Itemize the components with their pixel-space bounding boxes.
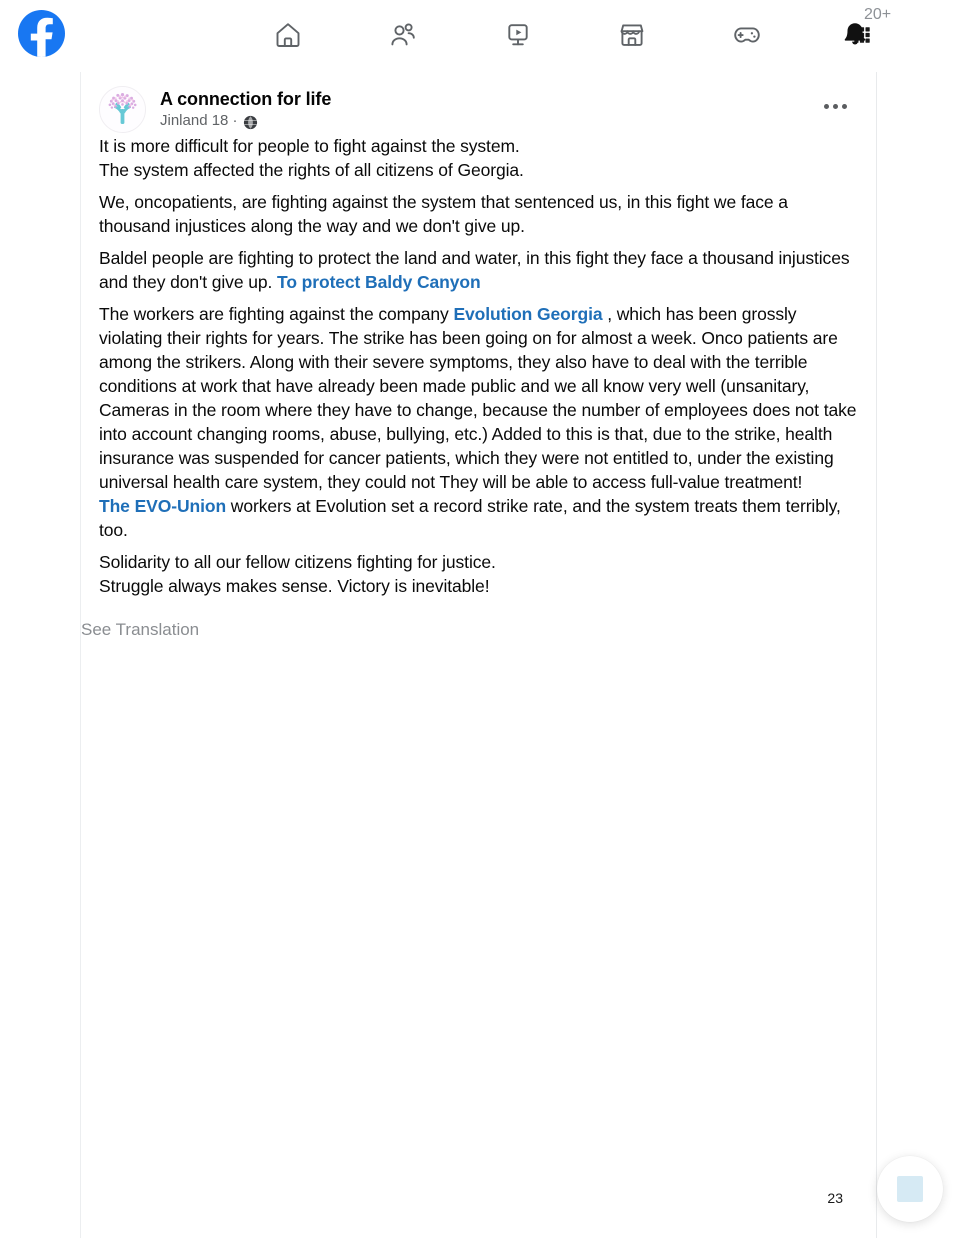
see-translation-link[interactable]: See Translation — [81, 620, 200, 639]
notifications-area[interactable] — [834, 6, 894, 56]
primary-nav-icons — [265, 12, 885, 58]
avatar[interactable] — [99, 86, 146, 133]
post-text-run: Baldel people are fighting to protect the land and water, in this fight they face a thousand injustices and they don't give up. — [99, 248, 850, 292]
post-more-options-button[interactable] — [818, 94, 852, 118]
nav-friends-button[interactable] — [380, 12, 426, 58]
ellipsis-dot — [824, 104, 829, 109]
post-text-run: Solidarity to all our fellow citizens fighting for justice. — [99, 552, 496, 572]
post-inline-link[interactable]: To protect Baldy Canyon — [277, 272, 481, 292]
post-text-run: The workers are fighting against the company — [99, 304, 454, 324]
marketplace-icon — [617, 20, 647, 50]
friends-icon — [388, 20, 418, 50]
post-text-run: The system affected the rights of all citizens of Georgia. — [99, 160, 524, 180]
nav-marketplace-button[interactable] — [609, 12, 655, 58]
facebook-f-glyph — [18, 10, 65, 57]
post-paragraph — [99, 494, 858, 542]
post-text-run: , which has been grossly violating their rights for years. The strike has been going on for almost a week. Onco patients are among the strikers. Along with their severe symptoms, they also have to deal with the terrible conditions at work that have already been made public and we all know very well (unsanitary, Cameras in the room where they have to change, because the number of employees does not take into account changing rooms, abuse, bullying, etc.) Added to this is that, due to the strike, health insurance was suspended for cancer patients, which they were not entitled to, under the existing universal health care system, they could not They will be able to access full-value treatment! — [99, 304, 857, 492]
floating-action-button[interactable] — [877, 1156, 943, 1222]
poster-meta — [160, 86, 331, 131]
poster-name[interactable]: A connection for life — [160, 89, 332, 109]
square-icon — [897, 1176, 923, 1202]
post-paragraph — [99, 550, 858, 574]
post-inline-link[interactable]: The EVO-Union — [99, 496, 227, 516]
post-paragraph — [99, 134, 858, 158]
bell-glyph — [842, 20, 868, 50]
post-text-run: We, oncopatients, are fighting against the system that sentenced us, in this fight we face a thousand injustices along the way and we don't give up. — [99, 192, 788, 236]
post-paragraph — [99, 190, 858, 238]
ellipsis-dot — [833, 104, 838, 109]
gaming-icon — [732, 20, 762, 50]
post-text-run: workers at Evolution set a record strike rate, and the system treats them terribly, too. — [99, 496, 841, 540]
post-inline-link[interactable]: Evolution Georgia — [453, 304, 603, 324]
post-paragraph — [99, 302, 858, 494]
post-text-run: Struggle always makes sense. Victory is inevitable! — [99, 576, 490, 596]
page-number: 23 — [827, 1190, 843, 1206]
top-navigation-bar — [0, 0, 956, 70]
post-container — [80, 72, 877, 1238]
post-paragraph — [99, 246, 858, 294]
tree-avatar-icon — [100, 87, 145, 132]
globe-glyph — [243, 115, 258, 130]
home-icon — [273, 20, 303, 50]
ellipsis-dot — [842, 104, 847, 109]
post-text-body — [81, 134, 876, 598]
video-icon — [503, 20, 533, 50]
bell-icon[interactable] — [842, 20, 868, 55]
globe-icon — [243, 115, 258, 130]
post-paragraph — [99, 158, 858, 182]
nav-home-button[interactable] — [265, 12, 311, 58]
post-timestamp: Jinland 18 · — [160, 112, 238, 129]
post-header — [81, 72, 876, 134]
post-paragraph — [99, 574, 858, 598]
post-meta-line — [160, 111, 331, 131]
nav-gaming-button[interactable] — [724, 12, 770, 58]
notifications-badge: 20+ — [864, 6, 892, 23]
post-text-run: It is more difficult for people to fight against the system. — [99, 136, 520, 156]
nav-video-button[interactable] — [495, 12, 541, 58]
facebook-logo[interactable] — [18, 10, 65, 57]
